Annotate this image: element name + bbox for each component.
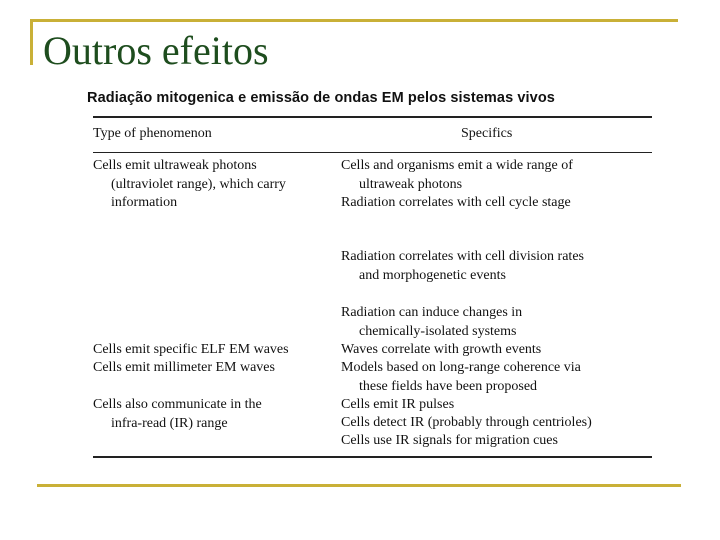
specifics-cell (341, 414, 592, 433)
cell-line: infra-read (IR) range (111, 415, 228, 431)
table-top-rule (93, 116, 652, 118)
cell-line: ultraweak photons (359, 176, 463, 192)
table-bottom-rule (93, 456, 652, 458)
specifics-cell (341, 304, 522, 341)
specifics-cell (341, 359, 581, 396)
phenomenon-cell (93, 341, 289, 360)
column-header-specifics: Specifics (461, 126, 513, 141)
specifics-cell (341, 341, 541, 360)
cell-line: Cells emit millimeter EM waves (93, 360, 275, 375)
specifics-cell (341, 157, 573, 194)
table-header-rule (93, 152, 652, 153)
cell-line: Radiation correlates with cell division rates (341, 249, 584, 264)
cell-line: Cells emit ultraweak photons (93, 158, 257, 173)
cell-line: Cells and organisms emit a wide range of (341, 158, 573, 173)
bottom-accent-rule (37, 484, 681, 487)
specifics-cell (341, 432, 558, 451)
specifics-cell (341, 194, 571, 213)
left-accent-rule (30, 19, 33, 65)
cell-line: Radiation correlates with cell cycle stage (341, 195, 571, 210)
specifics-cell (341, 248, 584, 285)
cell-line: and morphogenetic events (359, 267, 506, 283)
cell-line: Cells detect IR (probably through centrioles) (341, 415, 592, 430)
column-header-phenomenon: Type of phenomenon (93, 126, 212, 141)
cell-line: (ultraviolet range), which carry (111, 176, 286, 192)
cell-line: information (111, 195, 178, 210)
top-accent-rule (30, 19, 678, 22)
cell-line: Cells emit IR pulses (341, 397, 455, 412)
cell-line: Cells also communicate in the (93, 397, 262, 412)
phenomenon-cell (93, 157, 286, 213)
cell-line: Waves correlate with growth events (341, 342, 542, 357)
specifics-cell (341, 396, 454, 415)
cell-line: Cells use IR signals for migration cues (341, 433, 558, 448)
cell-line: Models based on long-range coherence via (341, 360, 581, 375)
cell-line: chemically-isolated systems (359, 323, 517, 339)
cell-line: these fields have been proposed (359, 378, 538, 394)
phenomenon-cell (93, 396, 262, 433)
slide-title: Outros efeitos (43, 28, 269, 73)
table-caption: Radiação mitogenica e emissão de ondas EM pelos sistemas vivos (87, 90, 555, 106)
cell-line: Radiation can induce changes in (341, 305, 523, 320)
cell-line: Cells emit specific ELF EM waves (93, 342, 289, 357)
phenomenon-cell (93, 359, 275, 378)
